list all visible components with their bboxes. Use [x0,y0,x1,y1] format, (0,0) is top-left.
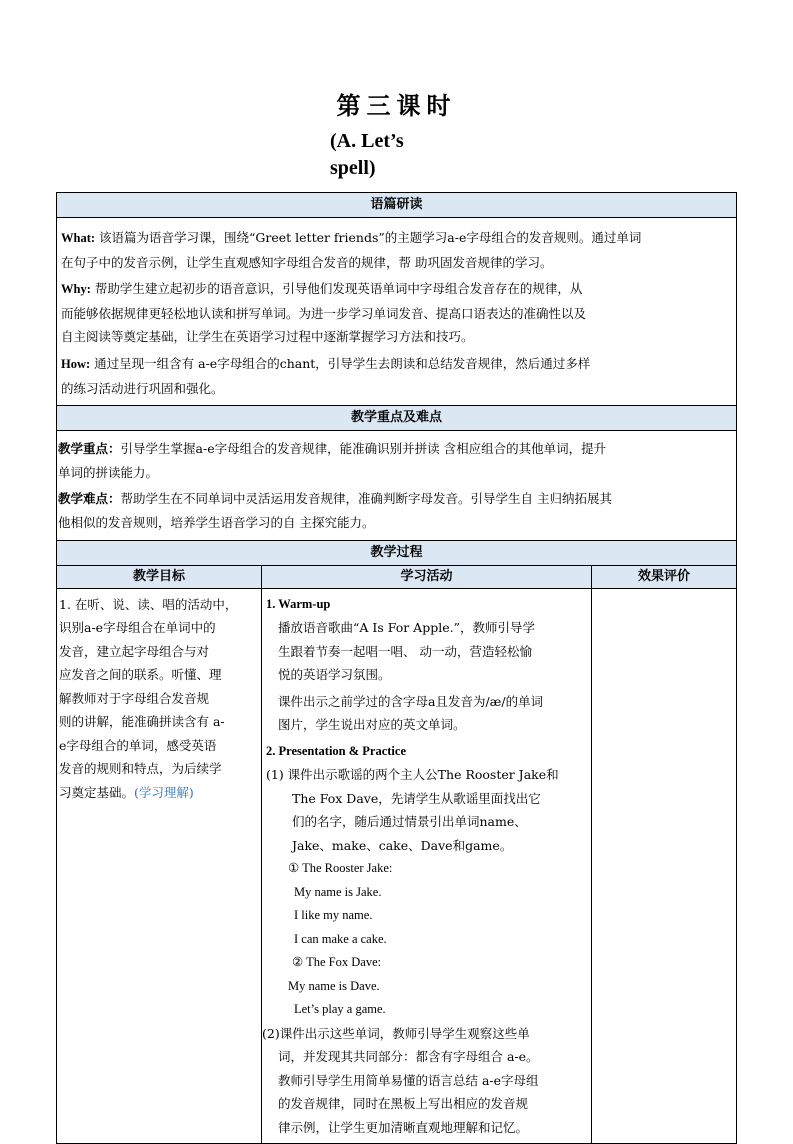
section-heading-process: 教学过程 [57,540,737,565]
evaluation-cell [592,588,737,1143]
chant-line: I can make a cake. [294,931,387,946]
key-point-label: 教学重点： [58,441,121,457]
activity-line: (1) 课件出示歌谣的两个主人公The Rooster Jake和 [266,767,559,783]
what-line-1: 该语篇为语音学习课，围绕“Greet letter friends”的主题学习a-e字母组合的发音规则。通过单词 [95,230,642,245]
activity-line: 课件出示之前学过的含字母a且发音为/æ/的单词 [278,693,544,709]
key-point-line-1: 引导学生掌握a-e字母组合的发音规律，能准确识别并拼读 含相应组合的其他单词，提升 [120,441,607,457]
presentation-step-1 [266,763,589,857]
goal-line: 应发音之间的联系。听懂、理 [59,667,222,683]
presentation-step-2 [262,1022,589,1140]
activity-line: Jake、make、cake、Dave和game。 [292,837,513,853]
warmup-paragraph-2 [266,690,589,737]
goal-line: 习奠定基础。 [59,784,135,800]
activity-line: 悦的英语学习氛围。 [278,667,391,683]
lesson-plan-table [56,192,737,1144]
activity-line: 生跟着节奏一起唱一唱、 动一动，营造轻松愉 [278,643,532,659]
chant-line: I like my name. [294,908,373,923]
column-header-goals: 教学目标 [57,565,262,588]
activity-line: 教师引导学生用简单易懂的语言总结 a-e字母组 [278,1072,539,1088]
activity-line: 播放语音歌曲“A Is For Apple.”，教师引导学 [278,620,535,636]
activity-line: 律示例，让学生更加清晰直观地理解和记忆。 [278,1119,529,1135]
subtitle-line-1: (A. Let’s [330,130,404,152]
goal-text [57,589,261,805]
why-label: Why: [61,282,91,297]
warmup-heading: 1. Warm-up [266,596,331,611]
why-paragraph [61,277,732,349]
chant-title: ② The Fox Dave: [292,955,382,970]
goal-line: 发音，建立起字母组合与对 [59,643,210,659]
difficulty-label: 教学难点： [58,491,121,507]
goals-cell [57,588,262,1143]
how-line-2: 的练习活动进行巩固和强化。 [61,380,224,396]
column-header-activities: 学习活动 [262,565,592,588]
activity-line: 词，并发现其共同部分：都含有字母组合 a-e。 [278,1049,539,1065]
chant-line: My name is Jake. [294,884,382,899]
activity-line: 们的名字，随后通过情景引出单词name、 [292,814,527,830]
goal-category-tag: (学习理解) [134,784,194,800]
presentation-heading: 2. Presentation & Practice [266,743,406,758]
difficulty-line-2: 他相似的发音规则，培养学生语音学习的自 主探究能力。 [58,514,375,530]
chant-fox [266,951,589,1022]
warmup-paragraph-1 [266,616,589,687]
goal-line: 发音的规则和特点，为后续学 [59,761,222,777]
chant-title: ① The Rooster Jake: [288,861,393,876]
key-point-paragraph [58,437,732,484]
what-line-2: 在句子中的发音示例，让学生直观感知字母组合发音的规律，帮 助巩固发音规律的学习。 [61,254,553,270]
chant-rooster [266,857,589,951]
goal-line: 则的讲解，能准确拼读含有 a- [59,714,225,730]
how-paragraph [61,352,732,400]
how-line-1: 通过呈现一组含有 a-e字母组合的chant，引导学生去朗读和总结发音规律，然后通过多样 [90,355,591,371]
activity-line: 图片，学生说出对应的英文单词。 [278,717,466,733]
what-paragraph [61,226,732,274]
goal-line: 1. 在听、说、读、唱的活动中， [59,596,238,612]
activity-line: The Fox Dave，先请学生从歌谣里面找出它 [292,790,541,806]
section-heading-text-analysis: 语篇研读 [57,193,737,218]
text-analysis-cell [57,218,737,406]
why-line-3: 自主阅读等奠定基础，让学生在英语学习过程中逐渐掌握学习方法和技巧。 [61,329,474,345]
goal-line: e字母组合的单词，感受英语 [59,737,217,753]
goal-line: 解教师对于字母组合发音规 [59,690,210,706]
key-point-line-2: 单词的拼读能力。 [58,464,159,480]
goal-line: 识别a-e字母组合在单词中的 [59,620,216,636]
column-header-evaluation: 效果评价 [592,565,737,588]
how-label: How: [61,356,91,371]
activity-line: 的发音规律，同时在黑板上写出相应的发音规 [278,1096,529,1112]
page-title: 第三课时 [336,91,457,120]
page-subtitle [330,128,430,182]
difficulty-line-1: 帮助学生在不同单词中灵活运用发音规律，准确判断字母发音。引导学生自 主归纳拓展其 [120,491,612,507]
activities-cell [262,588,592,1143]
chant-line: Let’s play a game. [294,1002,386,1017]
why-line-2: 而能够依据规律更轻松地认读和拼写单词。为进一步学习单词发音、提高口语表达的准确性以及 [61,305,587,321]
what-label: What: [61,231,96,245]
chant-line: My name is Dave. [288,978,380,993]
subtitle-line-2: spell) [330,157,376,179]
section-heading-key-points: 教学重点及难点 [57,406,737,431]
key-points-cell [57,431,737,540]
difficulty-paragraph [58,487,732,534]
activity-line: (2)课件出示这些单词，教师引导学生观察这些单 [262,1025,530,1041]
why-line-1: 帮助学生建立起初步的语音意识，引导他们发现英语单词中字母组合发音存在的规律，从 [90,281,583,297]
